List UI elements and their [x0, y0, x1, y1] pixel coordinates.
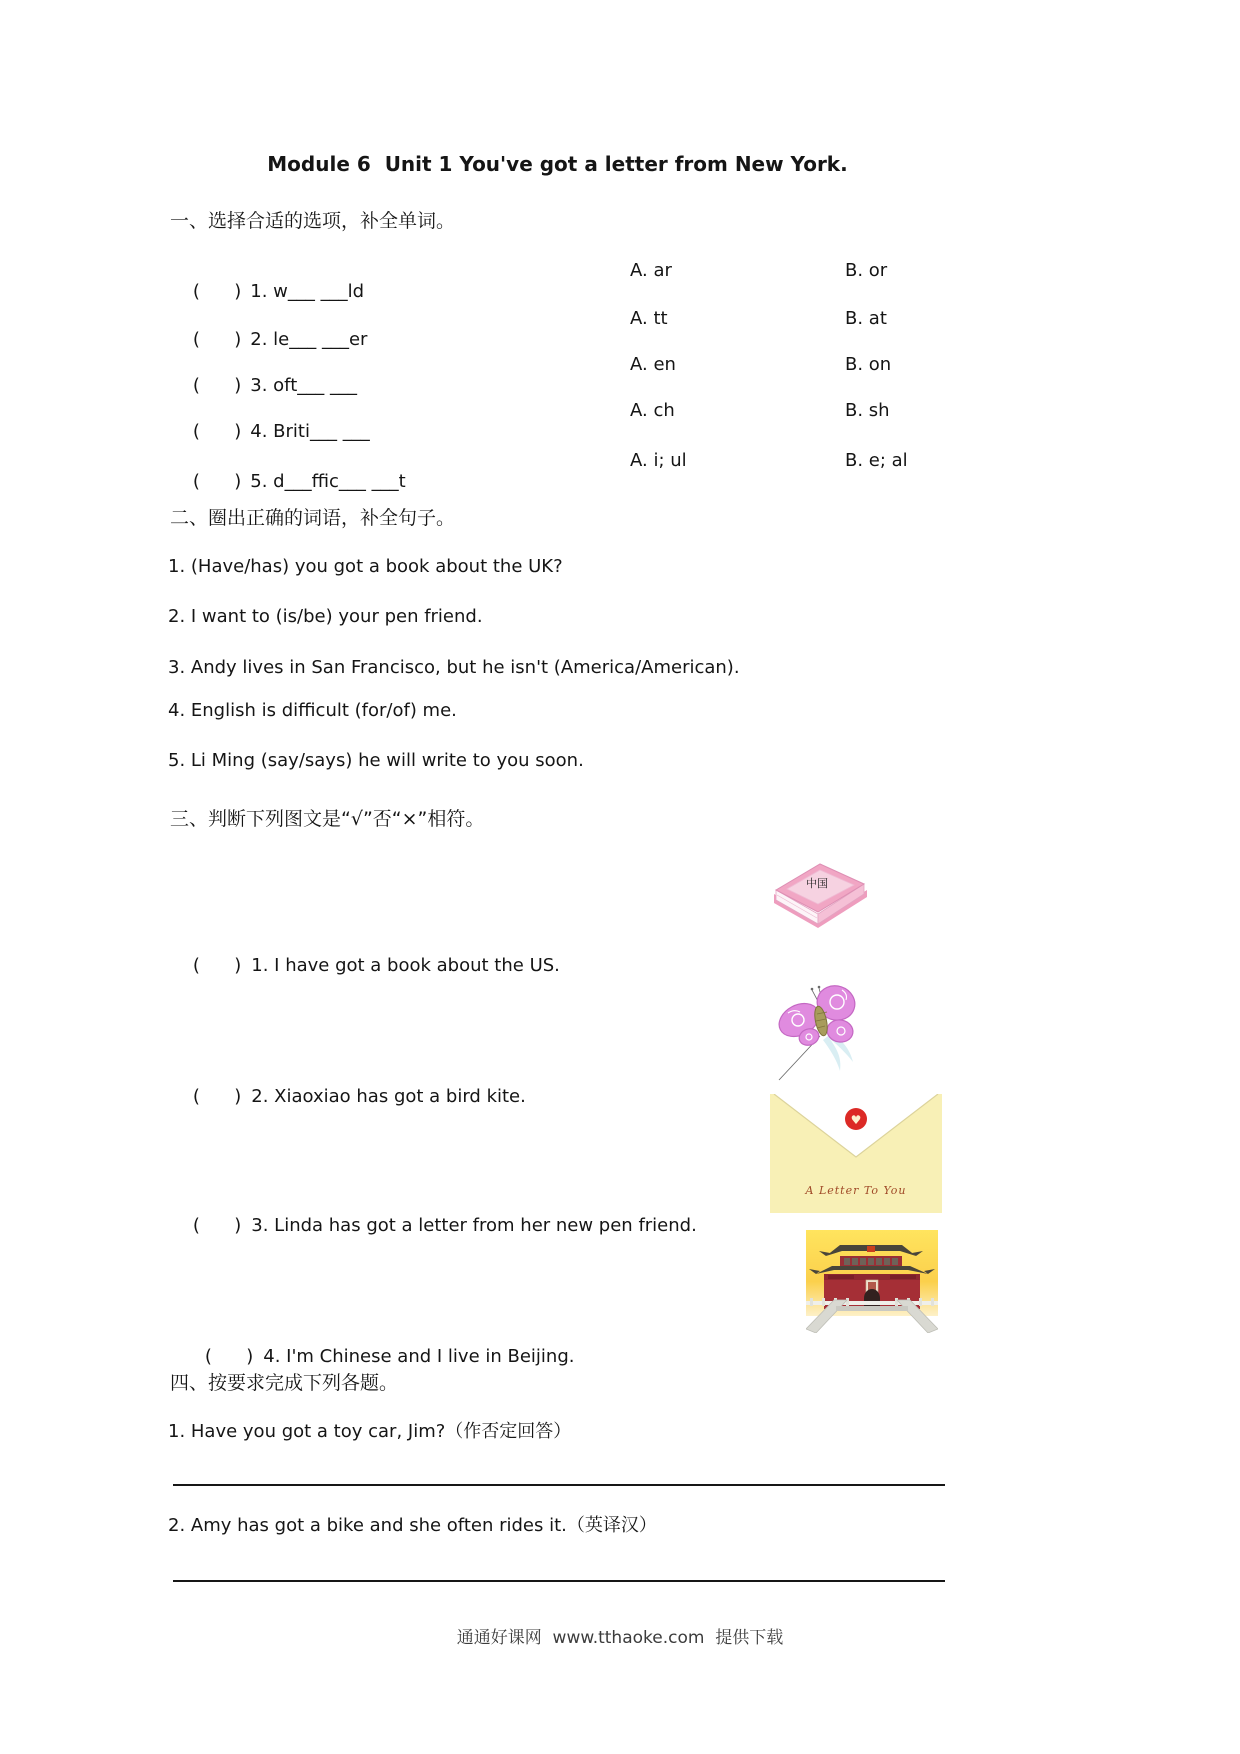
page-title: Module 6 Unit 1 You've got a letter from New York.: [267, 152, 848, 176]
judge-sentence: 2. Xiaoxiao has got a bird kite.: [251, 1086, 526, 1107]
circle-word-item: 2. I want to (is/be) your pen friend.: [168, 606, 483, 627]
section2-heading: 二、圈出正确的词语，补全句子。: [170, 507, 456, 529]
answer-bracket: ( ): [192, 375, 242, 396]
tiananmen-icon: [806, 1230, 938, 1333]
answer-bracket: ( ): [192, 955, 242, 976]
judge-row: [170, 934, 945, 976]
page-footer: 通通好课网 www.tthaoke.com 提供下载: [456, 1628, 784, 1648]
word-blank: 3. oft___ ___: [250, 375, 357, 396]
section3-heading: 三、判断下列图文是“√”否“×”相符。: [170, 808, 485, 830]
word-blank: 1. w___ ___ld: [250, 281, 365, 302]
answer-blank-line: [173, 1484, 945, 1486]
book-china-image: [762, 854, 874, 936]
section4-heading: 四、按要求完成下列各题。: [170, 1372, 399, 1394]
choice-row: [170, 400, 945, 442]
envelope-label: A Letter To You: [805, 1184, 907, 1197]
judge-sentence: 4. I'm Chinese and I live in Beijing.: [263, 1346, 575, 1367]
option-a: A. tt: [630, 308, 668, 329]
circle-word-item: 3. Andy lives in San Francisco, but he isn't (America/American).: [168, 657, 740, 678]
word-blank: 5. d___ffic___ ___t: [250, 471, 406, 492]
judge-row: [182, 1325, 957, 1367]
tiananmen-image: [806, 1230, 938, 1333]
option-b: B. e; al: [845, 450, 908, 471]
choice-row: [170, 354, 945, 396]
option-b: B. sh: [845, 400, 890, 421]
answer-bracket: ( ): [192, 1086, 242, 1107]
option-b: B. or: [845, 260, 888, 281]
judge-row: [170, 1194, 945, 1236]
circle-word-item: 5. Li Ming (say/says) he will write to you soon.: [168, 750, 584, 771]
choice-row: [170, 450, 945, 492]
judge-sentence: 1. I have got a book about the US.: [251, 955, 560, 976]
option-a: A. ar: [630, 260, 672, 281]
judge-sentence: 3. Linda has got a letter from her new pen friend.: [251, 1215, 697, 1236]
section1-heading: 一、选择合适的选项，补全单词。: [170, 210, 456, 232]
answer-bracket: ( ): [192, 281, 242, 302]
heart-seal-icon: ♥: [850, 1113, 862, 1127]
option-a: A. en: [630, 354, 676, 375]
circle-word-item: 1. (Have/has) you got a book about the UK?: [168, 556, 563, 577]
option-a: A. i; ul: [630, 450, 687, 471]
choice-row: [170, 308, 945, 350]
answer-bracket: ( ): [192, 1215, 242, 1236]
option-b: B. at: [845, 308, 887, 329]
circle-word-item: 4. English is difficult (for/of) me.: [168, 700, 457, 721]
answer-bracket: ( ): [192, 329, 242, 350]
judge-row: [170, 1065, 945, 1107]
choice-row: [170, 260, 945, 302]
answer-bracket: ( ): [192, 421, 242, 442]
task-item: 2. Amy has got a bike and she often rides it.（英译汉）: [168, 1515, 657, 1536]
word-blank: 2. le___ ___er: [250, 329, 368, 350]
answer-bracket: ( ): [204, 1346, 254, 1367]
book-cover-label: 中国: [806, 877, 828, 890]
task-item: 1. Have you got a toy car, Jim?（作否定回答）: [168, 1421, 572, 1442]
option-b: B. on: [845, 354, 892, 375]
answer-bracket: ( ): [192, 471, 242, 492]
book-china-icon: [762, 854, 874, 936]
option-a: A. ch: [630, 400, 675, 421]
word-blank: 4. Briti___ ___: [250, 421, 370, 442]
answer-blank-line: [173, 1580, 945, 1582]
